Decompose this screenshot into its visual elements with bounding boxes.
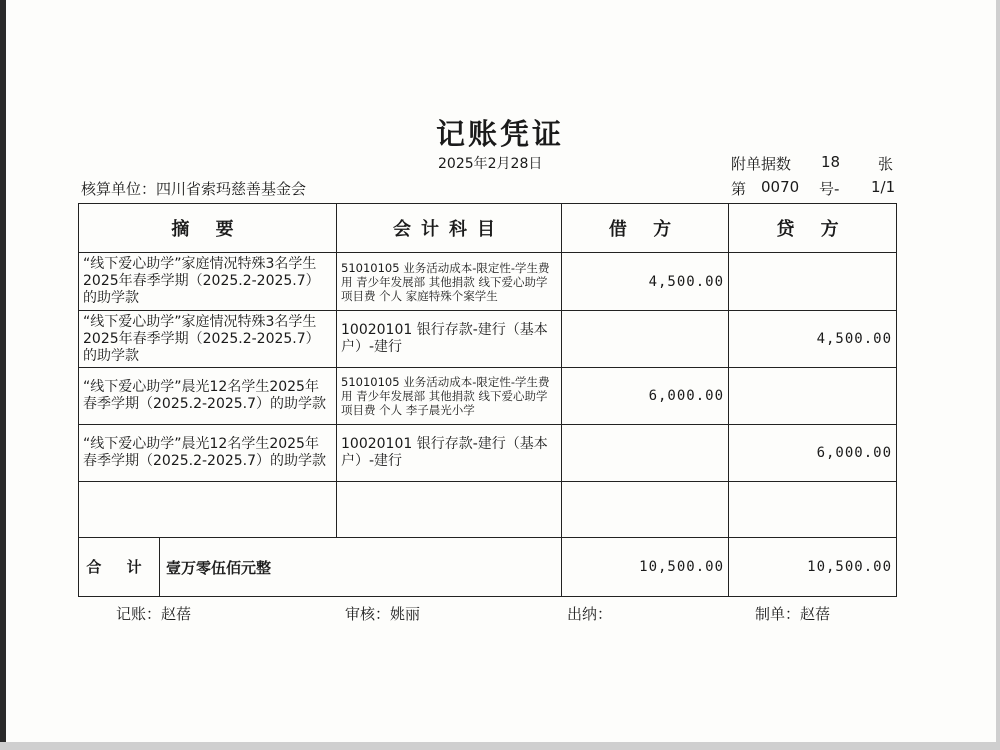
table-row [79, 368, 897, 425]
attachment-unit: 张 [878, 155, 894, 173]
accounting-unit: 核算单位：四川省索玛慈善基金会 [81, 180, 307, 198]
total-label: 合 计 [79, 538, 160, 596]
scan-edge-bottom [0, 742, 1000, 750]
row-debit: 4,500.00 [562, 253, 729, 311]
table-row [79, 253, 897, 311]
row-summary: “线下爱心助学”家庭情况特殊3名学生2025年春季学期（2025.2-2025.7）的助学款 [79, 253, 337, 311]
voucher-title: 记账凭证 [435, 117, 564, 151]
empty-cell [337, 482, 562, 538]
attachment-number: 18 [821, 153, 841, 171]
signature-bookkeeper: 记账：赵蓓 [116, 605, 192, 623]
row-credit: 6,000.00 [729, 425, 897, 482]
empty-cell [729, 482, 897, 538]
attachment-label: 附单据数 [731, 155, 792, 173]
row-account: 10020101 银行存款-建行（基本户）-建行 [337, 311, 562, 368]
total-credit: 10,500.00 [729, 538, 897, 597]
total-debit: 10,500.00 [562, 538, 729, 597]
table-row [79, 425, 897, 482]
total-row [79, 538, 897, 597]
header-account: 会计科目 [337, 204, 562, 253]
row-summary: “线下爱心助学”晨光12名学生2025年春季学期（2025.2-2025.7）的助学款 [79, 368, 337, 425]
row-account: 51010105 业务活动成本-限定性-学生费用 青少年发展部 其他捐款 线下爱心助学 项目费 个人 家庭特殊个案学生 [337, 253, 562, 311]
voucher-page: 1/1 [871, 178, 896, 196]
total-label-cell [79, 538, 562, 597]
attachment-count [731, 153, 894, 174]
row-debit [562, 311, 729, 368]
empty-cell [562, 482, 729, 538]
row-summary: “线下爱心助学”家庭情况特殊3名学生2025年春季学期（2025.2-2025.7）的助学款 [79, 311, 337, 368]
row-account: 10020101 银行存款-建行（基本户）-建行 [337, 425, 562, 482]
voucher-number-value: 0070 [761, 178, 800, 196]
empty-row [79, 482, 897, 538]
row-credit [729, 253, 897, 311]
voucher-table [78, 203, 897, 597]
header-credit: 贷 方 [729, 204, 897, 253]
row-account: 51010105 业务活动成本-限定性-学生费用 青少年发展部 其他捐款 线下爱心助学 项目费 个人 李子晨光小学 [337, 368, 562, 425]
row-credit: 4,500.00 [729, 311, 897, 368]
table-row [79, 311, 897, 368]
voucher-suffix: 号- [819, 180, 840, 198]
row-summary: “线下爱心助学”晨光12名学生2025年春季学期（2025.2-2025.7）的助学款 [79, 425, 337, 482]
signature-preparer: 制单：赵蓓 [755, 605, 831, 623]
empty-cell [79, 482, 337, 538]
header-debit: 借 方 [562, 204, 729, 253]
row-debit [562, 425, 729, 482]
row-debit: 6,000.00 [562, 368, 729, 425]
voucher-date: 2025年2月28日 [438, 156, 543, 172]
table-header-row [79, 204, 897, 253]
total-in-words: 壹万零伍佰元整 [166, 558, 272, 577]
voucher-prefix: 第 [731, 180, 747, 198]
signature-reviewer: 审核：姚丽 [345, 605, 421, 623]
signature-cashier: 出纳： [567, 605, 613, 623]
header-summary: 摘 要 [79, 204, 337, 253]
row-credit [729, 368, 897, 425]
